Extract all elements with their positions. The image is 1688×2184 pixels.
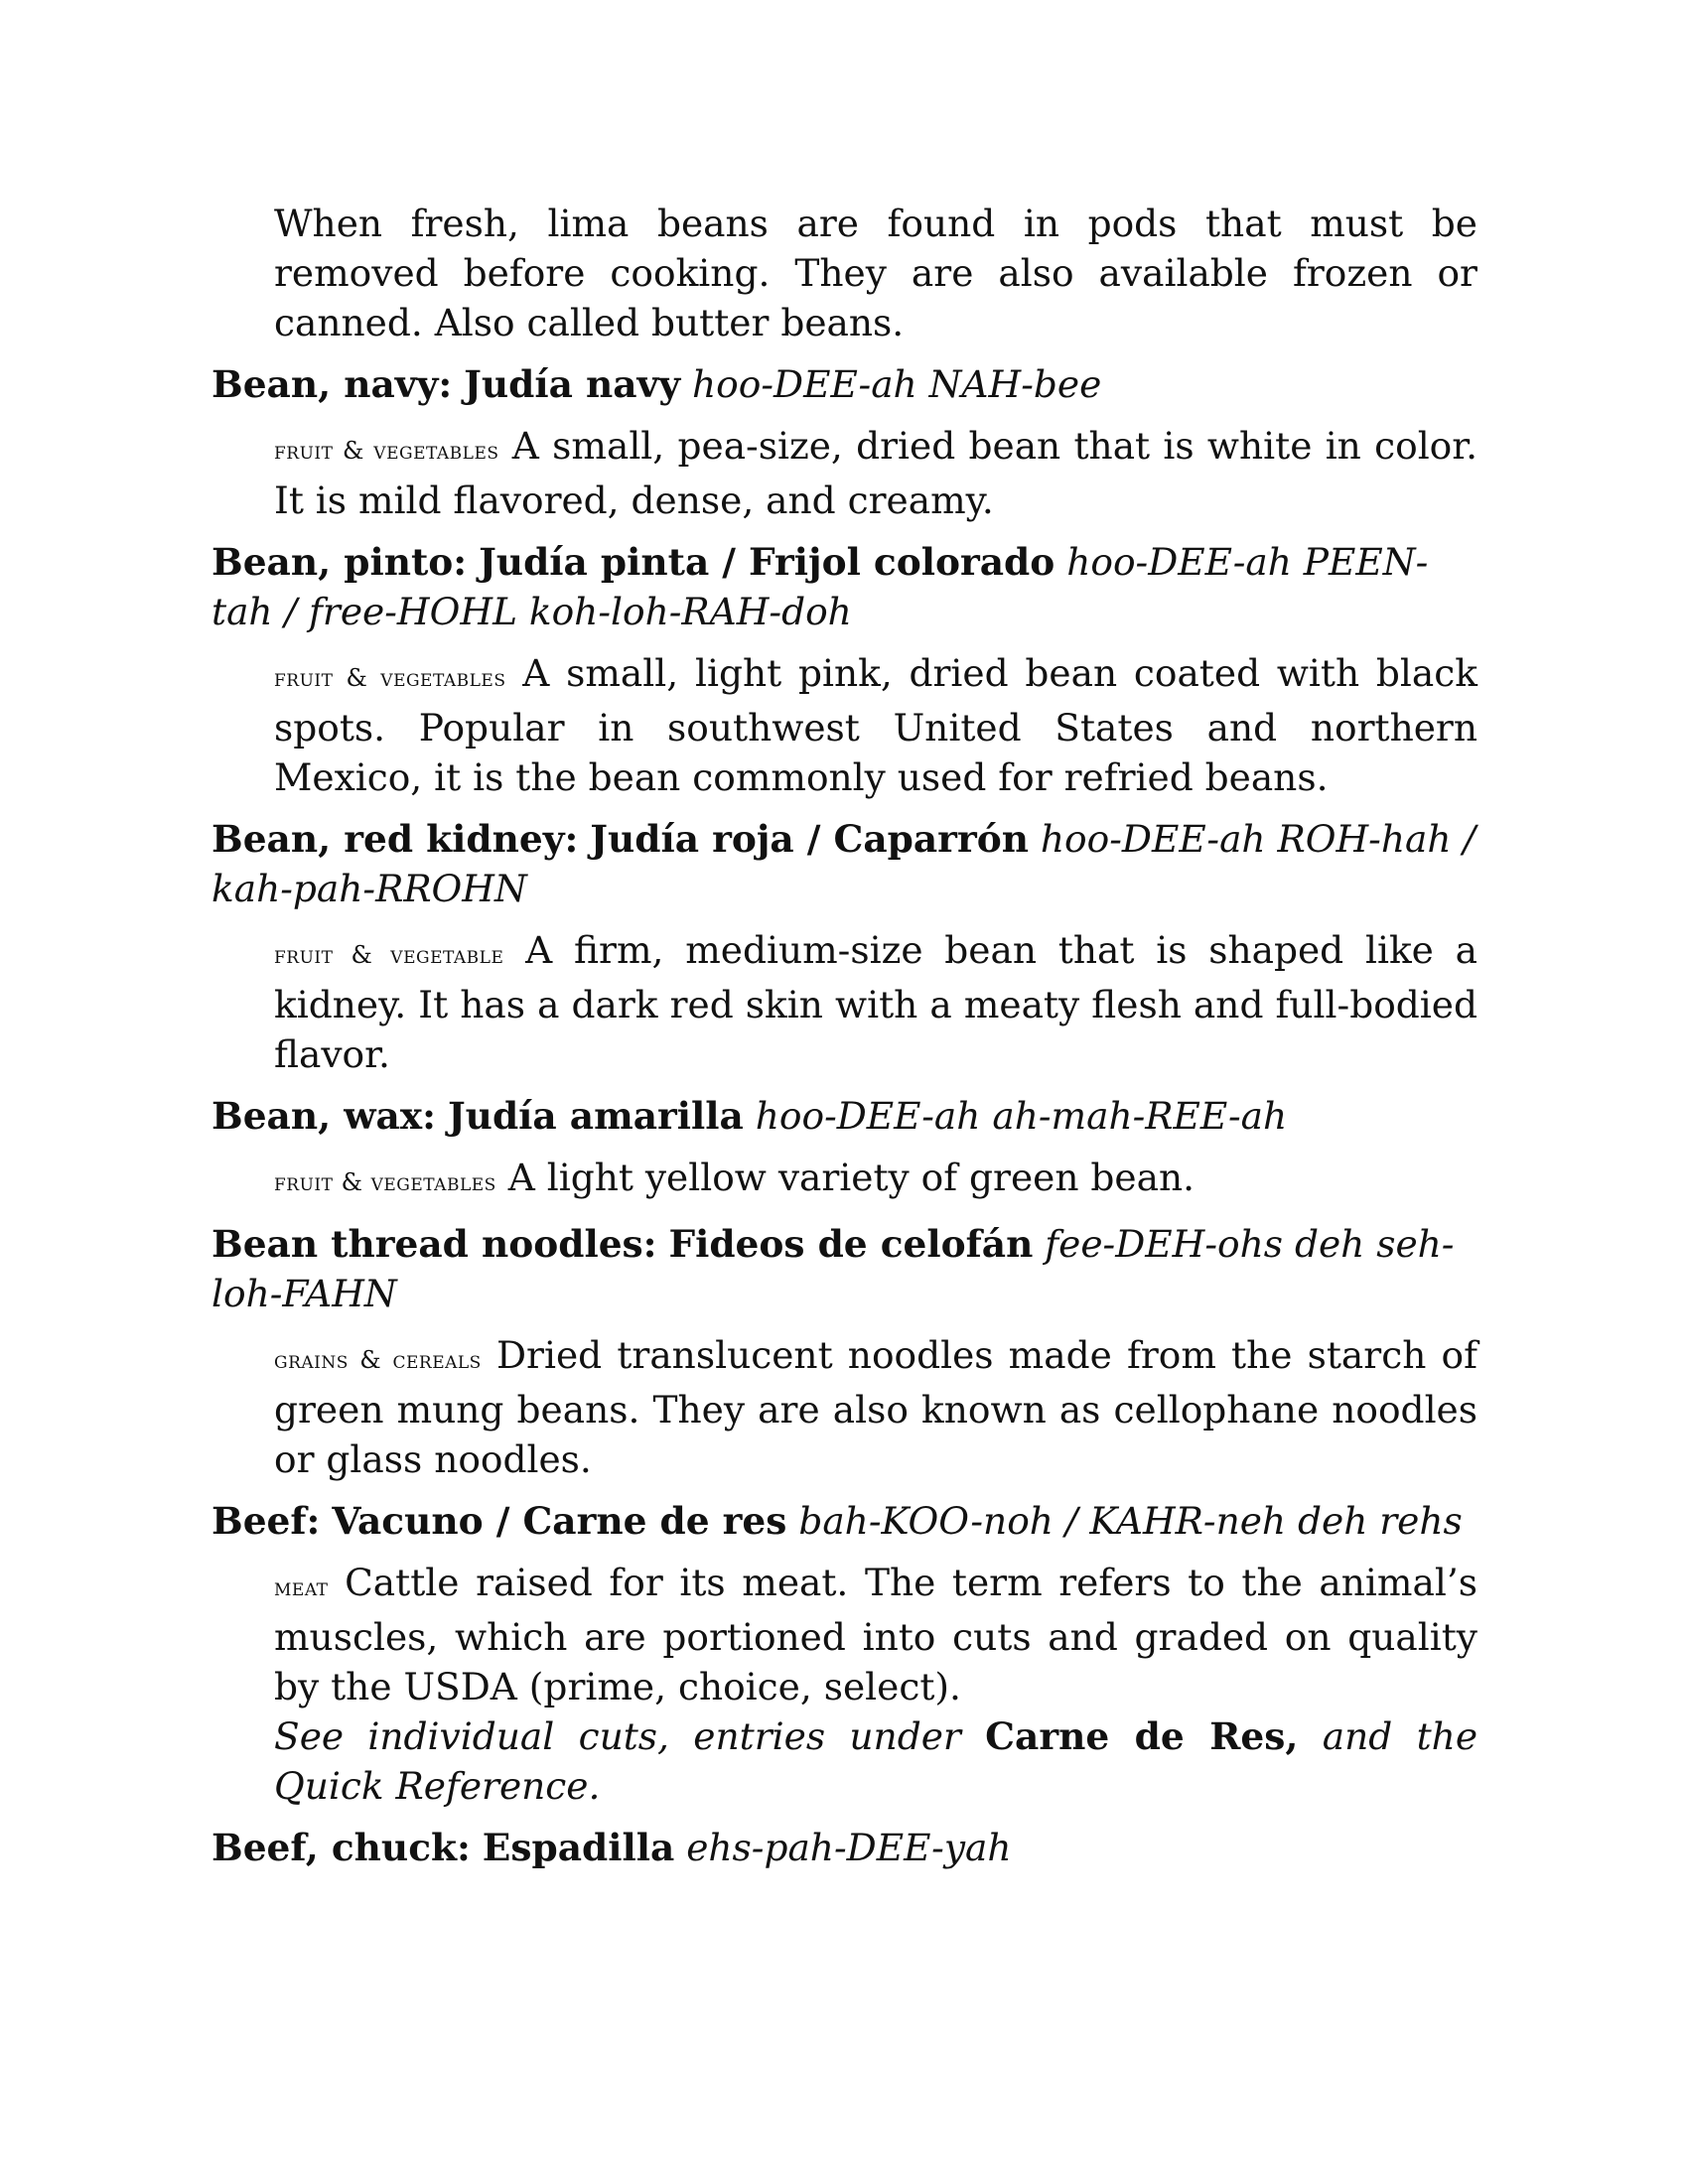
category-label: grains & cereals [274, 1346, 482, 1374]
pronunciation: hoo-DEE-ah PEEN-tah / free-HOHL koh-loh-RAH-doh [211, 540, 1429, 633]
spanish-term: Judía roja / Caparrón [590, 817, 1029, 861]
english-term: Beef, chuck: [211, 1826, 471, 1869]
headword-bean-wax [211, 1091, 1477, 1141]
spanish-term: Judía amarilla [447, 1094, 744, 1138]
pronunciation: hoo-DEE-ah ROH-hah / kah-pah-RROHN [211, 817, 1477, 910]
english-term: Bean, wax: [211, 1094, 437, 1138]
see-also-reference: Carne de Res, [985, 1714, 1299, 1758]
pronunciation: hoo-DEE-ah NAH-bee [692, 362, 1102, 406]
definition-text: A small, pea-size, dried bean that is white in color. It is mild flavored, dense, and creamy. [274, 424, 1477, 522]
see-also-suffix: and the Quick Reference. [274, 1714, 1478, 1808]
pronunciation: hoo-DEE-ah ah-mah-REE-ah [755, 1094, 1288, 1138]
see-also-prefix: See individual cuts, entries under [274, 1714, 961, 1758]
definition-text: Dried translucent noodles made from the starch of green mung beans. They are also known as cellophane noodles or glass noodles. [274, 1333, 1477, 1481]
spanish-term: Espadilla [482, 1826, 675, 1869]
see-also-note [274, 1711, 1477, 1811]
category-label: fruit & vegetables [274, 664, 506, 692]
english-term: Bean, pinto: [211, 540, 468, 584]
definition-bean-wax [274, 1153, 1477, 1207]
english-term: Bean thread noodles: [211, 1222, 657, 1266]
english-term: Bean, red kidney: [211, 817, 579, 861]
spanish-term: Judía navy [464, 362, 681, 406]
definition-bean-pinto [274, 648, 1477, 802]
definition-text: A light yellow variety of green bean. [507, 1156, 1196, 1199]
category-label: fruit & vegetables [274, 437, 499, 465]
spanish-term: Vacuno / Carne de res [332, 1499, 787, 1543]
pronunciation: ehs-pah-DEE-yah [686, 1826, 1012, 1869]
category-label: fruit & vegetable [274, 941, 504, 969]
headword-beef [211, 1496, 1477, 1546]
spanish-term: Judía pinta / Frijol colorado [479, 540, 1055, 584]
definition-text: Cattle raised for its meat. The term refers to the animal’s muscles, which are portioned into cuts and graded on quality by the USDA (prime, choice, select). [274, 1561, 1477, 1708]
english-term: Bean, navy: [211, 362, 453, 406]
definition-bean-navy [274, 421, 1477, 525]
dictionary-page [211, 199, 1477, 1884]
definition-bean-red-kidney [274, 925, 1477, 1079]
english-term: Beef: [211, 1499, 321, 1543]
definition-text: A small, light pink, dried bean coated with black spots. Popular in southwest United States and northern Mexico, it is the bean commonly used for refried beans. [274, 651, 1477, 799]
headword-bean-thread-noodles [211, 1219, 1477, 1318]
pronunciation: fee-DEH-ohs deh seh-loh-FAHN [211, 1222, 1455, 1315]
headword-bean-pinto [211, 537, 1477, 636]
continued-definition: When fresh, lima beans are found in pods that must be removed before cooking. They are also available frozen or canned. Also called butter beans. [274, 202, 1477, 344]
definition-bean-thread-noodles [274, 1330, 1477, 1484]
definition-beef [274, 1558, 1477, 1711]
headword-beef-chuck [211, 1823, 1477, 1872]
category-label: meat [274, 1573, 329, 1601]
headword-bean-red-kidney [211, 814, 1477, 913]
category-label: fruit & vegetables [274, 1168, 496, 1196]
definition-text: A firm, medium-size bean that is shaped like a kidney. It has a dark red skin with a meaty flesh and full-bodied flavor. [274, 928, 1477, 1076]
spanish-term: Fideos de celofán [668, 1222, 1034, 1266]
headword-bean-navy [211, 359, 1477, 409]
pronunciation: bah-KOO-noh / KAHR-neh deh rehs [798, 1499, 1463, 1543]
